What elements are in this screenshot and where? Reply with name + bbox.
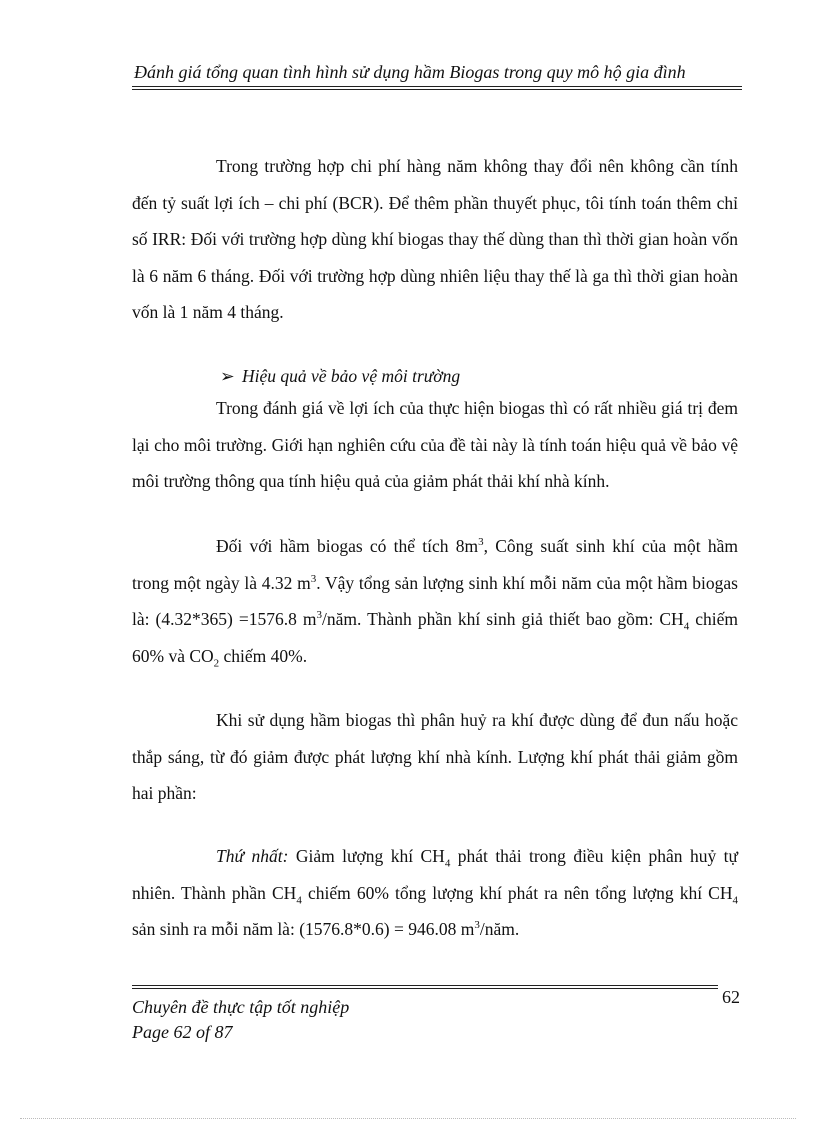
paragraph-text: Trong trường hợp chi phí hàng năm không thay đổi nên không cần tính đến tỷ suất lợi ích – chi phí (BCR). Để thêm phần thuyết phục, tôi tính toán thêm chỉ số IRR: Đối với trường hợp dùng khí biogas thay thế dùng than thì thời gian hoàn vốn là 6 năm 6 tháng. Đối với trường hợp dùng nhiên liệu thay thế là ga thì thời gian hoàn vốn là 1 năm 4 tháng. xyxy=(132,156,738,322)
page-header: Đánh giá tổng quan tình hình sử dụng hầm Biogas trong quy mô hộ gia đình xyxy=(134,62,686,82)
page-boundary xyxy=(20,1118,796,1119)
paragraph-text: Thứ nhất: Giảm lượng khí $CH_4$ phát thải trong điều kiện phân huỷ tự nhiên. Thành phần $CH_4$ chiếm 60% tổng lượng khí phát ra nên tổng lượng khí $CH_4$ sản sinh ra mỗi năm là: (1576.8*0.6) = 946.08 $m^3$/năm. xyxy=(132,846,738,939)
paragraph-first-part xyxy=(132,838,738,948)
footer-page-count: Page 62 of 87 xyxy=(132,1022,233,1042)
section-heading xyxy=(220,358,460,394)
paragraph-environment xyxy=(132,390,738,500)
page-number: 62 xyxy=(722,987,740,1007)
footer-title: Chuyên đề thực tập tốt nghiệp xyxy=(132,997,350,1017)
paragraph-text: Đối với hầm biogas có thể tích $8m^3$, Công suất sinh khí của một hầm trong một ngày là 4.32 $m^3$. Vậy tổng sản lượng sinh khí mỗi năm của một hầm biogas là: (4.32*365) =1576.8 $m^3$/năm. Thành phần khí sinh giả thiết bao gồm: $CH_4$ chiếm 60% và $CO_2$ chiếm 40%. xyxy=(132,536,739,669)
arrow-bullet-icon: ➢ xyxy=(220,366,235,386)
paragraph-gas-volume xyxy=(132,528,738,674)
paragraph-text: Trong đánh giá về lợi ích của thực hiện biogas thì có rất nhiều giá trị đem lại cho môi trường. Giới hạn nghiên cứu của đề tài này là tính toán hiệu quả về bảo vệ môi trường thông qua tính hiệu quả của giảm phát thải khí nhà kính. xyxy=(132,398,738,491)
header-rule xyxy=(132,86,742,90)
paragraph-cost xyxy=(132,148,738,331)
footer-rule xyxy=(132,985,718,989)
lead-label: Thứ nhất: xyxy=(216,846,289,866)
paragraph-text: Khi sử dụng hầm biogas thì phân huỷ ra khí được dùng để đun nấu hoặc thắp sáng, từ đó giảm được phát lượng khí nhà kính. Lượng khí phát thải giảm gồm hai phần: xyxy=(132,710,738,803)
section-heading-text: Hiệu quả về bảo vệ môi trường xyxy=(242,366,461,386)
paragraph-emission xyxy=(132,702,738,812)
